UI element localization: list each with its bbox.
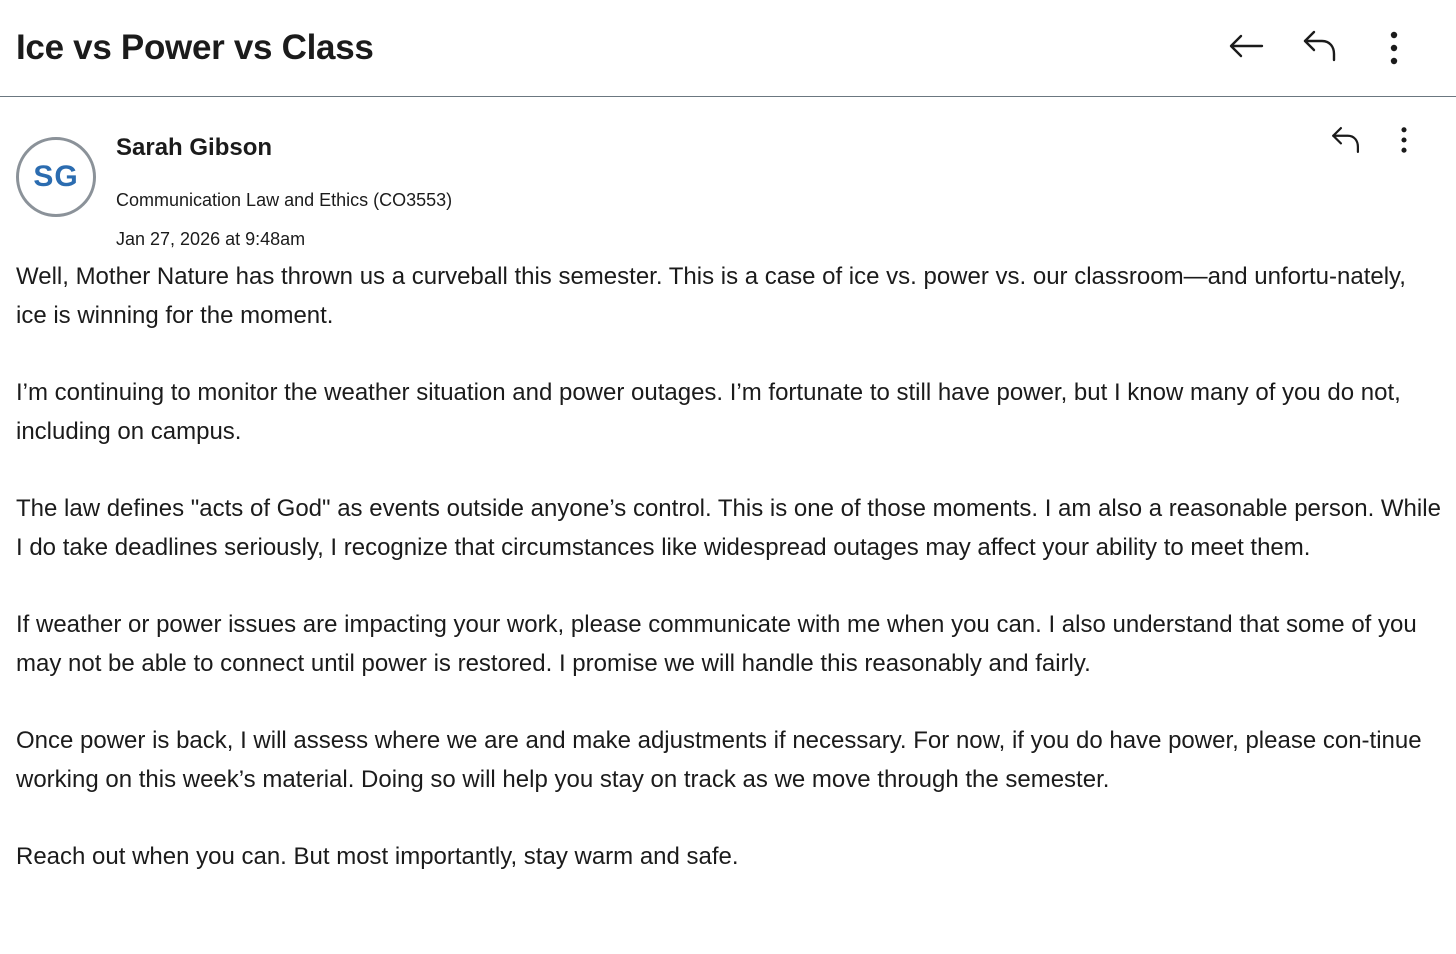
page-title: Ice vs Power vs Class — [16, 28, 374, 67]
message-more-options-button[interactable] — [1384, 120, 1424, 160]
reply-button[interactable] — [1298, 24, 1342, 68]
reply-icon — [1300, 26, 1340, 66]
message-paragraph: Once power is back, I will assess where we are and make adjustments if necessary. For now, if you do have power, please con-tinue working on this week’s material. Doing so will help you stay on track as we move through the semester. — [16, 727, 1422, 794]
message-paragraph: If weather or power issues are impacting your work, please communicate with me when you can. I also understand that some of you may not be able to connect until power is restored. I promise we will handle this reasonably and fairly. — [16, 611, 1417, 678]
more-vertical-icon — [1374, 26, 1414, 66]
more-vertical-icon — [1387, 123, 1421, 157]
avatar[interactable]: SG — [16, 137, 96, 217]
back-button[interactable] — [1224, 24, 1268, 68]
message-paragraph: I’m continuing to monitor the weather situation and power outages. I’m fortunate to still have power, but I know many of you do not, including on campus. — [16, 379, 1401, 445]
message-body — [16, 258, 1442, 916]
message-paragraph: Reach out when you can. But most importantly, stay warm and safe. — [16, 843, 739, 871]
reply-icon — [1329, 123, 1363, 157]
more-options-button[interactable] — [1372, 24, 1416, 68]
course-name: Communication Law and Ethics (CO3553) — [116, 190, 453, 210]
message-paragraph: Well, Mother Nature has thrown us a curveball this semester. This is a case of ice vs. power vs. our classroom—and unfortu-nately, ice is winning for the moment. — [16, 263, 1406, 329]
message-timestamp: Jan 27, 2026 at 9:48am — [116, 229, 306, 249]
message-reply-button[interactable] — [1326, 120, 1366, 160]
conversation-header — [0, 0, 1456, 97]
message-paragraph: The law defines "acts of God" as events outside anyone’s control. This is one of those moments. I am also a reasonable person. While I do take deadlines seriously, I recognize that circumstances like widespread outages may affect your ability to meet them. — [16, 495, 1441, 561]
author-name[interactable]: Sarah Gibson — [116, 134, 273, 161]
back-arrow-icon — [1226, 26, 1266, 66]
